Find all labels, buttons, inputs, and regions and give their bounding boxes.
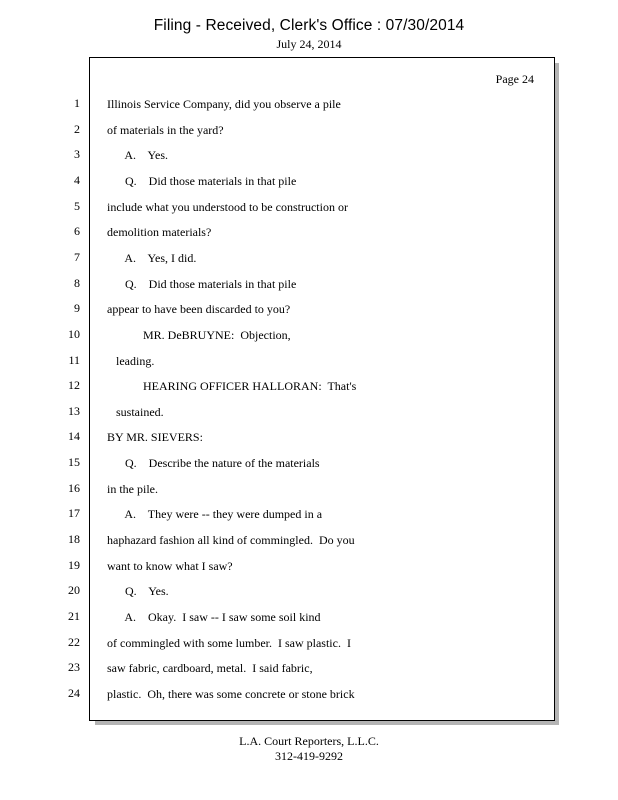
line-number: 22	[68, 634, 80, 649]
transcript-line: include what you understood to be construction or	[107, 199, 348, 214]
line-number: 11	[68, 352, 80, 367]
transcript-line: A. Yes.	[107, 148, 169, 163]
transcript-line: saw fabric, cardboard, metal. I said fabric,	[107, 661, 313, 676]
line-number: 9	[74, 301, 80, 316]
line-number: 20	[68, 583, 80, 598]
line-number: 10	[68, 326, 80, 341]
line-number: 2	[74, 121, 80, 136]
transcript-line: demolition materials?	[107, 225, 212, 240]
line-number: 19	[68, 557, 80, 572]
transcript-line: appear to have been discarded to you?	[107, 302, 291, 317]
transcript-line: BY MR. SIEVERS:	[107, 430, 203, 445]
line-number: 6	[74, 224, 80, 239]
line-number: 13	[68, 403, 80, 418]
transcript-line: of commingled with some lumber. I saw plastic. I	[107, 635, 351, 650]
line-number: 15	[68, 455, 80, 470]
transcript-line: Q. Yes.	[107, 584, 169, 599]
line-number: 16	[68, 480, 80, 495]
transcript-line: Q. Did those materials in that pile	[107, 173, 297, 188]
transcript-line: A. Okay. I saw -- I saw some soil kind	[107, 610, 321, 624]
transcript-line: Illinois Service Company, did you observe a pile	[107, 97, 341, 111]
transcript-line: want to know what I saw?	[107, 558, 233, 573]
line-number: 18	[68, 532, 80, 547]
transcript-line: Q. Describe the nature of the materials	[107, 456, 320, 471]
transcript-page	[89, 57, 555, 721]
line-number: 5	[74, 198, 80, 213]
page-number: Page 24	[495, 72, 534, 86]
line-number: 23	[68, 660, 80, 675]
transcript-line: Q. Did those materials in that pile	[107, 276, 297, 291]
filing-stamp: Filing - Received, Clerk's Office : 07/30/2014	[153, 17, 465, 34]
line-number: 12	[68, 378, 80, 393]
transcript-line: plastic. Oh, there was some concrete or stone brick	[107, 686, 355, 701]
reporter-phone: 312-419-9292	[275, 749, 343, 763]
line-number: 24	[68, 685, 80, 700]
line-number: 1	[74, 96, 80, 110]
transcript-date: July 24, 2014	[276, 37, 342, 51]
transcript-line: sustained.	[107, 404, 164, 419]
transcript-line: leading.	[107, 353, 155, 368]
transcript-line: of materials in the yard?	[107, 122, 224, 137]
transcript-line: in the pile.	[107, 481, 158, 496]
line-number: 14	[68, 429, 80, 444]
line-number: 3	[74, 147, 80, 162]
transcript-line: A. Yes, I did.	[107, 250, 197, 265]
transcript-line: A. They were -- they were dumped in a	[107, 507, 323, 522]
line-number: 7	[74, 249, 80, 264]
transcript-line: HEARING OFFICER HALLORAN: That's	[107, 379, 357, 394]
line-number: 8	[74, 275, 80, 290]
reporter-company: L.A. Court Reporters, L.L.C.	[239, 734, 379, 748]
transcript-line: MR. DeBRUYNE: Objection,	[107, 327, 291, 342]
line-number: 21	[68, 609, 80, 623]
transcript-line: haphazard fashion all kind of commingled. Do you	[107, 533, 355, 548]
line-number: 4	[74, 172, 80, 187]
line-number: 17	[68, 506, 80, 521]
